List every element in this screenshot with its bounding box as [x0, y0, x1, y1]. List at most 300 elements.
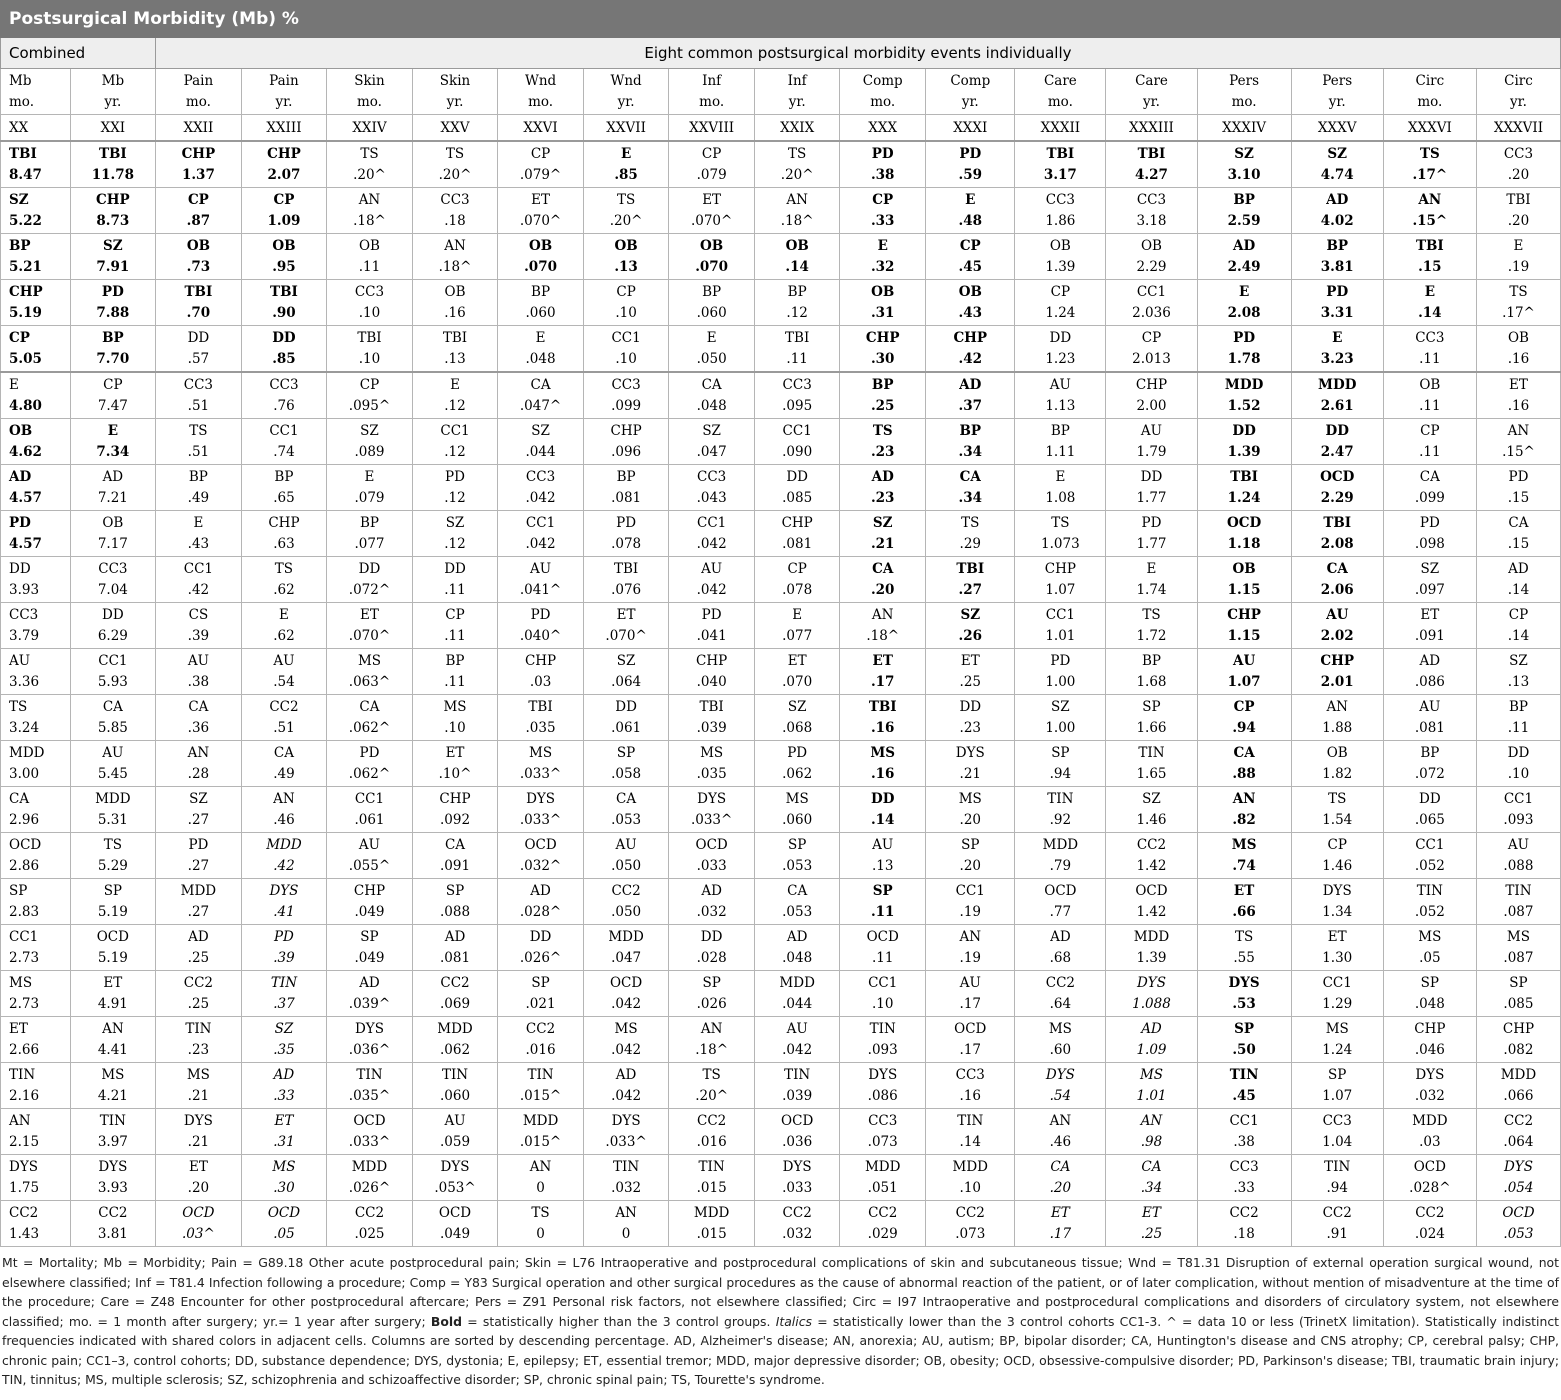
table-cell	[1015, 326, 1106, 373]
cell-value: .050	[611, 904, 642, 920]
cell-value: 1.30	[1322, 950, 1353, 966]
table-cell	[1383, 787, 1476, 833]
table-cell	[70, 879, 155, 925]
cell-cohort: TIN	[270, 975, 298, 991]
cell-cohort: MDD	[1318, 377, 1357, 393]
cell-value: .42	[187, 582, 210, 598]
cell-value: .14	[959, 1134, 982, 1150]
cell-value: .015	[696, 1180, 727, 1196]
table-cell	[1197, 787, 1291, 833]
cell-value: .45	[958, 259, 983, 275]
cell-cohort: AN	[273, 791, 295, 807]
cell-value: .12	[444, 490, 466, 506]
cell-cohort: OB	[1419, 377, 1441, 393]
cell-cohort: CHP	[865, 330, 900, 346]
cell-cohort: OB	[444, 284, 466, 300]
cell-value: 4.57	[9, 490, 42, 506]
cell-value: .46	[1049, 1134, 1072, 1150]
cell-value: .23	[870, 444, 895, 460]
cell-cohort: AD	[615, 1067, 637, 1083]
table-row	[1, 971, 1561, 1017]
table-cell	[669, 741, 755, 787]
cell-value: .016	[696, 1134, 727, 1150]
cell-cohort: E	[706, 330, 717, 346]
table-cell	[1383, 649, 1476, 695]
cell-value: .10	[444, 720, 466, 736]
cell-cohort: PD	[701, 607, 722, 623]
table-cell	[413, 879, 498, 925]
cell-cohort: SZ	[787, 699, 807, 715]
cell-value: 1.88	[1322, 720, 1353, 736]
cell-cohort: BP	[1508, 699, 1528, 715]
column-number: XXXVI	[1383, 115, 1476, 142]
cell-cohort: MDD	[779, 975, 815, 991]
cell-cohort: OB	[1326, 745, 1348, 761]
table-cell	[669, 234, 755, 280]
cell-cohort: CP	[1233, 699, 1255, 715]
table-cell	[241, 188, 326, 234]
cell-value: .029	[867, 1226, 898, 1242]
cell-value: .091	[1414, 628, 1445, 644]
cell-value: .85	[272, 351, 296, 367]
table-cell	[70, 141, 155, 188]
table-cell	[1383, 741, 1476, 787]
cell-value: .042	[696, 536, 727, 552]
cell-value: .57	[187, 351, 210, 367]
cell-cohort: OB	[871, 284, 895, 300]
cell-value: .015	[696, 1226, 727, 1242]
column-header	[155, 69, 241, 115]
cell-cohort: AU	[529, 561, 552, 577]
column-number: XXXII	[1015, 115, 1106, 142]
table-cell	[1015, 1155, 1106, 1201]
cell-value: 1.08	[1045, 490, 1076, 506]
cell-value: .23	[959, 720, 982, 736]
table-cell	[1383, 141, 1476, 188]
cell-value: .015^	[519, 1134, 562, 1150]
table-cell	[1476, 1201, 1560, 1247]
table-cell	[669, 188, 755, 234]
cell-cohort: OCD	[96, 929, 129, 945]
cell-value: .036^	[348, 1042, 391, 1058]
table-cell	[1197, 372, 1291, 419]
cell-value: .035	[525, 720, 556, 736]
cell-cohort: OCD	[866, 929, 899, 945]
cell-cohort: MDD	[1224, 377, 1264, 393]
cell-cohort: CC2	[98, 1205, 128, 1221]
cell-cohort: TBI	[1323, 515, 1352, 531]
cell-cohort: MDD	[608, 929, 644, 945]
cell-cohort: MDD	[1412, 1113, 1448, 1129]
table-cell	[755, 649, 840, 695]
table-cell	[1291, 787, 1383, 833]
table-cell	[1197, 925, 1291, 971]
cell-cohort: CC1	[440, 423, 470, 439]
table-cell	[1197, 188, 1291, 234]
table-cell	[155, 925, 241, 971]
table-cell	[413, 141, 498, 188]
cell-cohort: AN	[1418, 192, 1442, 208]
cell-value: .68	[1049, 950, 1072, 966]
cell-cohort: DD	[1049, 330, 1072, 346]
column-header-period: yr.	[1510, 94, 1527, 110]
cell-value: .044	[525, 444, 556, 460]
cell-value: .42	[273, 858, 295, 874]
cell-cohort: TBI	[98, 146, 127, 162]
table-cell	[1197, 971, 1291, 1017]
table-cell	[1383, 1201, 1476, 1247]
table-cell	[241, 280, 326, 326]
cell-value: .91	[1326, 1226, 1348, 1242]
cell-value: .18^	[780, 213, 814, 229]
cell-cohort: CC3	[1229, 1159, 1259, 1175]
column-header-label: Mb	[9, 73, 32, 89]
cell-cohort: TS	[1419, 146, 1440, 162]
cell-cohort: CC2	[1136, 837, 1167, 853]
table-cell	[584, 557, 669, 603]
table-cell	[1383, 603, 1476, 649]
cell-value: 2.08	[1227, 305, 1261, 321]
cell-value: 3.17	[1043, 167, 1077, 183]
cell-value: .049	[439, 1226, 471, 1242]
cell-cohort: AN	[529, 1159, 552, 1175]
cell-cohort: PD	[359, 745, 380, 761]
cell-value: .17	[959, 1042, 982, 1058]
cell-value: .19	[959, 950, 982, 966]
table-cell	[584, 741, 669, 787]
cell-cohort: ET	[1420, 607, 1440, 623]
cell-cohort: CC3	[955, 1067, 985, 1083]
table-cell	[70, 557, 155, 603]
column-number: XXVI	[498, 115, 584, 142]
cell-cohort: CC1	[1229, 1113, 1259, 1129]
cell-cohort: OCD	[438, 1205, 472, 1221]
cell-cohort: CC1	[1136, 284, 1167, 300]
table-cell	[241, 234, 326, 280]
cell-cohort: PD	[1419, 515, 1440, 531]
cell-value: 1.01	[1045, 628, 1076, 644]
cell-value: .60	[1049, 1042, 1072, 1058]
cell-value: 1.72	[1136, 628, 1167, 644]
cell-value: .10	[1507, 766, 1530, 782]
cell-value: .10	[358, 305, 381, 321]
cell-cohort: DYS	[354, 1021, 384, 1037]
cell-value: .033^	[519, 812, 562, 828]
table-cell	[755, 741, 840, 787]
cell-value: 6.29	[97, 628, 128, 644]
table-cell	[755, 419, 840, 465]
cell-value: .12	[444, 536, 466, 552]
cell-value: .33	[870, 213, 895, 229]
cell-value: .060	[439, 1088, 471, 1104]
table-cell	[498, 925, 584, 971]
cell-value: .49	[273, 766, 295, 782]
cell-cohort: ET	[872, 653, 893, 669]
table-row	[1, 1063, 1561, 1109]
cell-value: .16	[959, 1088, 982, 1104]
cell-cohort: TIN	[613, 1159, 640, 1175]
table-cell	[840, 511, 926, 557]
table-cell	[840, 1201, 926, 1247]
cell-cohort: CHP	[1502, 1021, 1535, 1037]
cell-cohort: AU	[273, 653, 295, 669]
cell-cohort: ET	[1050, 1205, 1070, 1221]
column-header	[498, 69, 584, 115]
table-cell	[155, 1201, 241, 1247]
cell-value: .047	[696, 444, 727, 460]
cell-cohort: TBI	[442, 330, 468, 346]
cell-value: 3.79	[9, 628, 40, 644]
table-cell	[155, 511, 241, 557]
cell-cohort: AD	[188, 929, 209, 945]
cell-cohort: TBI	[956, 561, 985, 577]
cell-value: .093	[867, 1042, 898, 1058]
table-cell	[413, 1063, 498, 1109]
table-cell	[1106, 971, 1197, 1017]
table-cell	[669, 971, 755, 1017]
cell-value: 5.21	[9, 259, 42, 275]
cell-cohort: CC3	[868, 1113, 898, 1129]
table-cell	[669, 833, 755, 879]
table-cell	[413, 1017, 498, 1063]
table-cell	[1015, 188, 1106, 234]
cell-cohort: CA	[102, 699, 123, 715]
table-cell	[1291, 741, 1383, 787]
cell-value: .27	[187, 904, 210, 920]
cell-cohort: CA	[530, 377, 551, 393]
cell-value: .015^	[519, 1088, 562, 1104]
cell-value: .20^	[438, 167, 472, 183]
cell-cohort: AN	[444, 238, 466, 254]
cell-cohort: TS	[616, 192, 636, 208]
cell-value: .20^	[609, 213, 643, 229]
cell-value: .15	[1418, 259, 1442, 275]
table-cell	[1, 1063, 71, 1109]
cell-cohort: OCD	[267, 1205, 301, 1221]
cell-cohort: CC3	[1503, 146, 1534, 162]
cell-cohort: MS	[1506, 929, 1530, 945]
table-cell	[840, 603, 926, 649]
cell-cohort: TIN	[957, 1113, 984, 1129]
cell-value: .95	[272, 259, 296, 275]
cell-cohort: TBI	[699, 699, 724, 715]
table-cell	[584, 1017, 669, 1063]
table-cell	[1106, 879, 1197, 925]
table-cell	[755, 1063, 840, 1109]
cell-cohort: MS	[785, 791, 809, 807]
cell-cohort: CHP	[610, 423, 642, 439]
cell-value: 1.77	[1136, 536, 1167, 552]
table-cell	[755, 1201, 840, 1247]
cell-value: 1.09	[267, 213, 301, 229]
cell-cohort: E	[1332, 330, 1343, 346]
cell-value: 4.41	[97, 1042, 128, 1058]
table-cell	[926, 188, 1015, 234]
cell-cohort: PD	[959, 146, 982, 162]
table-cell	[241, 787, 326, 833]
table-cell	[926, 1017, 1015, 1063]
cell-cohort: CA	[1141, 1159, 1162, 1175]
cell-value: .061	[611, 720, 642, 736]
table-cell	[1, 1017, 71, 1063]
cell-cohort: CP	[530, 146, 551, 162]
cell-cohort: PD	[530, 607, 551, 623]
cell-cohort: BP	[102, 330, 124, 346]
cell-cohort: CA	[872, 561, 894, 577]
cell-cohort: DD	[1419, 791, 1441, 807]
column-number: XXX	[840, 115, 926, 142]
cell-value: .053	[611, 812, 642, 828]
table-cell	[498, 1201, 584, 1247]
cell-cohort: MDD	[180, 883, 217, 899]
cell-cohort: ET	[787, 653, 807, 669]
cell-cohort: E	[792, 607, 803, 623]
table-cell	[1106, 1155, 1197, 1201]
cell-cohort: PD	[1050, 653, 1071, 669]
table-cell	[1291, 419, 1383, 465]
cell-cohort: CP	[787, 561, 807, 577]
cell-cohort: ET	[274, 1113, 294, 1129]
table-cell	[755, 1017, 840, 1063]
cell-cohort: CC3	[9, 607, 39, 623]
table-cell	[840, 234, 926, 280]
column-number: XXXV	[1291, 115, 1383, 142]
cell-value: .091	[439, 858, 471, 874]
cell-cohort: PD	[1326, 284, 1349, 300]
table-row	[1, 833, 1561, 879]
cell-value: 1.86	[1045, 213, 1076, 229]
cell-cohort: SZ	[1509, 653, 1528, 669]
cell-value: .42	[958, 351, 983, 367]
cell-cohort: AN	[871, 607, 894, 623]
cell-cohort: CC1	[955, 883, 985, 899]
cell-value: .13	[444, 351, 466, 367]
table-cell	[1106, 557, 1197, 603]
cell-value: .27	[187, 858, 210, 874]
cell-cohort: ET	[1509, 377, 1528, 393]
cell-value: .33	[273, 1088, 295, 1104]
table-cell	[498, 1017, 584, 1063]
table-cell	[498, 234, 584, 280]
cell-cohort: AD	[1141, 1021, 1162, 1037]
table-cell	[840, 1155, 926, 1201]
cell-value: .042	[611, 1088, 642, 1104]
cell-value: .072	[1414, 766, 1445, 782]
cell-value: 1.65	[1136, 766, 1167, 782]
cell-cohort: OB	[9, 423, 33, 439]
table-cell	[70, 372, 155, 419]
cell-value: .032	[1414, 1088, 1445, 1104]
cell-value: .21	[959, 766, 982, 782]
cell-value: .23	[870, 490, 895, 506]
cell-value: .032	[782, 1226, 813, 1242]
cell-value: .38	[187, 674, 210, 690]
cell-value: 8.47	[9, 167, 42, 183]
cell-value: 5.85	[97, 720, 128, 736]
cell-cohort: SZ	[702, 423, 721, 439]
table-cell	[326, 741, 412, 787]
table-cell	[241, 141, 326, 188]
cell-cohort: DD	[871, 791, 895, 807]
table-cell	[669, 1017, 755, 1063]
cell-value: .17^	[1502, 305, 1535, 321]
cell-value: .25	[1140, 1226, 1163, 1242]
cell-cohort: SP	[1509, 975, 1528, 991]
cell-cohort: ET	[702, 192, 722, 208]
column-header-label: Pain	[269, 73, 299, 89]
cell-cohort: ET	[103, 975, 123, 991]
cell-value: .11	[358, 259, 381, 275]
cell-cohort: CC1	[1415, 837, 1445, 853]
table-cell	[840, 465, 926, 511]
cell-cohort: E	[1146, 561, 1157, 577]
cell-value: .070^	[690, 213, 733, 229]
cell-value: 1.75	[9, 1180, 40, 1196]
cell-value: .095	[782, 398, 813, 414]
table-row	[1, 280, 1561, 326]
cell-cohort: CC1	[9, 929, 39, 945]
table-cell	[498, 649, 584, 695]
table-cell	[755, 833, 840, 879]
table-cell	[840, 787, 926, 833]
cell-cohort: MDD	[952, 1159, 989, 1175]
cell-value: 1.00	[1045, 720, 1076, 736]
cell-cohort: AU	[1140, 423, 1163, 439]
cell-cohort: SP	[1142, 699, 1161, 715]
cell-cohort: BP	[1141, 653, 1161, 669]
cell-cohort: MDD	[351, 1159, 388, 1175]
table-cell	[241, 557, 326, 603]
table-cell	[155, 971, 241, 1017]
cell-value: 1.74	[1136, 582, 1167, 598]
table-cell	[1106, 649, 1197, 695]
cell-cohort: CC2	[1322, 1205, 1352, 1221]
cell-cohort: OB	[700, 238, 724, 254]
cell-cohort: E	[620, 146, 632, 162]
cell-value: .15^	[1412, 213, 1448, 229]
cell-cohort: MDD	[522, 1113, 559, 1129]
cell-cohort: BP	[1233, 192, 1255, 208]
cell-value: .94	[1326, 1180, 1348, 1196]
cell-value: 2.49	[1227, 259, 1261, 275]
cell-cohort: MDD	[693, 1205, 730, 1221]
table-cell	[1197, 557, 1291, 603]
cell-value: .11	[444, 674, 466, 690]
cell-value: .39	[187, 628, 210, 644]
table-cell	[584, 603, 669, 649]
table-cell	[1015, 1063, 1106, 1109]
cell-value: 2.73	[9, 996, 40, 1012]
cell-value: .64	[1049, 996, 1072, 1012]
table-cell	[1197, 603, 1291, 649]
cell-cohort: CP	[103, 377, 123, 393]
table-cell	[1291, 372, 1383, 419]
cell-cohort: CHP	[1227, 607, 1261, 623]
cell-value: .74	[273, 444, 295, 460]
cell-cohort: TS	[1509, 284, 1528, 300]
table-cell	[1015, 234, 1106, 280]
cell-value: 8.73	[96, 213, 130, 229]
cell-value: .033^	[690, 812, 733, 828]
cell-cohort: MDD	[9, 745, 45, 761]
cell-value: .30	[273, 1180, 295, 1196]
column-header-period: yr.	[446, 94, 464, 110]
column-header-label: Skin	[439, 73, 471, 89]
cell-cohort: DD	[272, 330, 296, 346]
cell-value: .10^	[438, 766, 472, 782]
cell-value: .43	[958, 305, 983, 321]
cell-value: 2.013	[1132, 351, 1171, 367]
